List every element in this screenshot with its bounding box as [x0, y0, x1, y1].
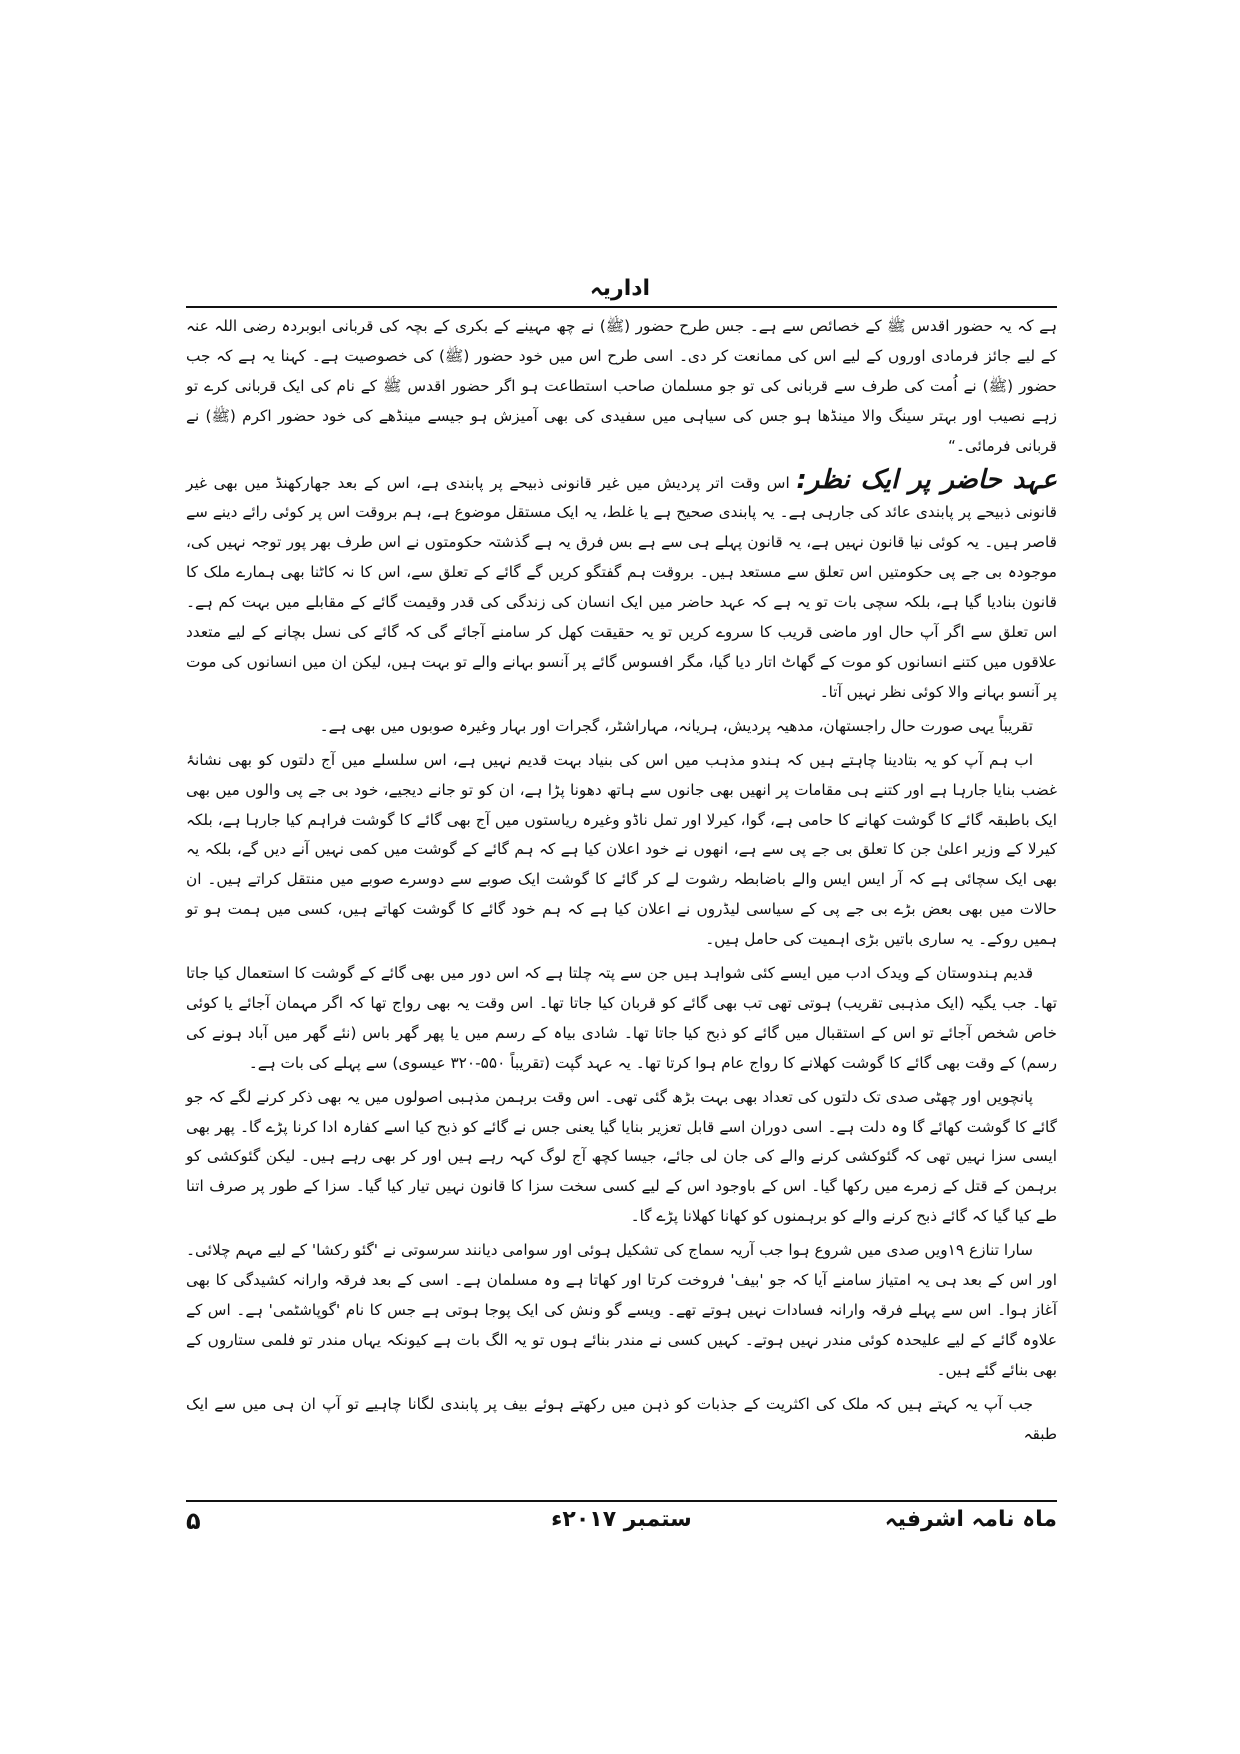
paragraph: قدیم ہندوستان کے ویدک ادب میں ایسے کئی شواہد ہیں جن سے پتہ چلتا ہے کہ اس دور میں بھی گائے کے گوشت کا استعمال کیا جاتا تھا۔ جب یگیہ (ایک مذہبی تقریب) ہوتی تھی تب بھی گائے کو قربان کیا جاتا تھا۔ اس وقت یہ بھی رواج تھا کہ اگر مہمان آجائے یا کوئی خاص شخص آجائے تو اس کے استقبال میں گائے کو ذبح کیا جاتا تھا۔ شادی بیاہ کے رسم میں یا پھر گھر باس (نئے گھر میں آباد ہونے کی رسم) کے وقت بھی گائے کا گوشت کھلانے کا رواج عام ہوا کرتا تھا۔ یہ عہد گپت (تقریباً ۵۵۰-۳۲۰ عیسوی) سے پہلے کی بات ہے۔ — [186, 964, 1057, 1072]
paragraph: پانچویں اور چھٹی صدی تک دلتوں کی تعداد بھی بہت بڑھ گئی تھی۔ اس وقت برہمن مذہبی اصولوں میں یہ بھی ذکر کرنے لگے کہ جو گائے کا گوشت کھائے گا وہ دلت ہے۔ اسی دوران اسے قابل تعزیر بنایا گیا یعنی جس نے گائے کو ذبح کیا اسے کفارہ ادا کرنا پڑے گا۔ پھر بھی ایسی سزا نہیں تھی کہ گئوکشی کرنے والے کی جان لی جائے، جیسا کچھ آج لوگ کہہ رہے ہیں اور کر بھی رہے ہیں۔ لیکن گئوکشی کو برہمن کے قتل کے زمرے میں رکھا گیا۔ اس کے باوجود اس کے لیے کسی سخت سزا کا قانون نہیں تیار کیا گیا۔ سزا کے طور پر صرف اتنا طے کیا گیا کہ گائے ذبح کرنے والے کو برہمنوں کو کھانا کھلانا پڑے گا۔ — [186, 1087, 1057, 1226]
section-text: اس وقت اتر پردیش میں غیر قانونی ذبیحے پر پابندی ہے، اس کے بعد جھارکھنڈ میں بھی غیر قانونی ذبیحے پر پابندی عائد کی جارہی ہے۔ یہ پابندی صحیح ہے یا غلط، یہ ایک مستقل موضوع ہے، ہم بروقت اس پر کوئی رائے دینے سے قاصر ہیں۔ یہ کوئی نیا قانون نہیں ہے، یہ قانون پہلے ہی سے ہے بس فرق یہ ہے گذشتہ حکومتوں نے اس طرف بھر پور توجہ نہیں کی، موجودہ بی جے پی حکومتیں اس تعلق سے مستعد ہیں۔ بروقت ہم گفتگو کریں گے گائے کے تعلق سے، اس کا نہ کاٹنا بھی ہمارے ملک کا قانون بنادیا گیا ہے، بلکہ سچی بات تو یہ ہے کہ عہد حاضر میں ایک انسان کی زندگی کی قدر وقیمت گائے کے مقابلے میں بہت کم ہے۔ اس تعلق سے اگر آپ حال اور ماضی قریب کا سروے کریں تو یہ حقیقت کھل کر سامنے آجائے گی کہ گائے کی نسل بچانے کے لیے متعدد علاقوں میں کتنے انسانوں کو موت کے گھاٹ اتار دیا گیا، مگر افسوس گائے پر آنسو بہانے والے تو بہت ہیں، لیکن ان میں انسانوں کی موت پر آنسو بہانے والا کوئی نظر نہیں آتا۔ — [186, 473, 1057, 701]
article-body — [186, 312, 1057, 1454]
paragraph: سارا تنازع ۱۹ویں صدی میں شروع ہوا جب آریہ سماج کی تشکیل ہوئی اور سوامی دیانند سرسوتی نے 'گئو رکشا' کے لیے مہم چلائی۔ اور اس کے بعد ہی یہ امتیاز سامنے آیا کہ جو 'بیف' فروخت کرتا اور کھاتا ہے وہ مسلمان ہے۔ اسی کے بعد فرقہ وارانہ کشیدگی کا بھی آغاز ہوا۔ اس سے پہلے فرقہ وارانہ فسادات نہیں ہوتے تھے۔ ویسے گو ونش کی ایک پوجا ہوتی ہے جس کا نام 'گوپاشٹمی' ہے۔ اس کے علاوہ گائے کے لیے علیحدہ کوئی مندر نہیں ہوتے۔ کہیں کسی نے مندر بنائے ہوں تو یہ الگ بات ہے کیونکہ یہاں مندر تو فلمی ستاروں کے بھی بنائے گئے ہیں۔ — [186, 1241, 1057, 1379]
page-footer — [186, 1507, 1057, 1547]
paragraph: ہے کہ یہ حضور اقدس ﷺ کے خصائص سے ہے۔ جس طرح حضور (ﷺ) نے چھ مہینے کے بکری کے بچہ کی قربانی ابوبردہ رضی اللہ عنہ کے لیے جائز فرمادی اوروں کے لیے اس کی ممانعت کر دی۔ اسی طرح اس میں خود حضور (ﷺ) کی خصوصیت ہے۔ کہنا یہ ہے کہ جب حضور (ﷺ) نے اُمت کی طرف سے قربانی کی تو جو مسلمان صاحب استطاعت ہو اگر حضور اقدس ﷺ کے نام کی ایک قربانی کرے تو زہے نصیب اور بہتر سینگ والا مینڈھا ہو جس کی سیاہی میں سفیدی کی بھی آمیزش ہو جیسے مینڈھے کی خود حضور اکرم (ﷺ) نے قربانی فرمائی۔“ — [186, 317, 1057, 455]
magazine-name: ماہ نامہ اشرفیہ — [884, 1507, 1057, 1532]
section-heading: عہد حاضر پر ایک نظر: — [796, 464, 1057, 495]
section-paragraph — [186, 466, 1057, 708]
header-rule — [186, 306, 1057, 308]
page-number: ۵ — [186, 1507, 201, 1535]
paragraph: جب آپ یہ کہتے ہیں کہ ملک کی اکثریت کے جذبات کو ذہن میں رکھتے ہوئے بیف پر پابندی لگانا چاہیے تو آپ ان ہی میں سے ایک طبقہ — [186, 1394, 1057, 1443]
page-header-title: اداریہ — [589, 276, 651, 301]
paragraph: اب ہم آپ کو یہ بتادینا چاہتے ہیں کہ ہندو مذہب میں اس کی بنیاد بہت قدیم نہیں ہے، اس سلسلے میں آج دلتوں کو بھی نشانۂ غضب بنایا جارہا ہے اور کتنے ہی مقامات پر انھیں بھی جانوں سے ہاتھ دھونا پڑا ہے، ان کو تو جانے دیجیے، خود بی جے پی والوں میں بھی ایک باطبقہ گائے کا گوشت کھانے کا حامی ہے، گوا، کیرلا اور تمل ناڈو وغیرہ ریاستوں میں آج بھی گائے کا گوشت فراہم کیا جارہا ہے، بلکہ کیرلا کے وزیر اعلیٰ جن کا تعلق بی جے پی سے ہے، انھوں نے خود اعلان کیا ہے کہ ہم گائے کے گوشت میں کمی نہیں آنے دیں گے، بلکہ یہ بھی ایک سچائی ہے کہ آر ایس ایس والے باضابطہ رشوت لے کر گائے کا گوشت ایک صوبے سے دوسرے صوبے میں منتقل کراتے ہیں۔ ان حالات میں بھی بعض بڑے بی جے پی کے سیاسی لیڈروں نے اعلان کیا ہے کہ ہم خود گائے کا گوشت کھاتے ہیں، کسی میں ہمت ہو تو ہمیں روکے۔ یہ ساری باتیں بڑی اہمیت کی حامل ہیں۔ — [186, 750, 1057, 949]
paragraph: تقریباً یہی صورت حال راجستھان، مدھیہ پردیش، ہریانہ، مہاراشٹر، گجرات اور بہار وغیرہ صوبوں میں بھی ہے۔ — [319, 716, 1033, 735]
issue-date: ستمبر ۲۰۱۷ء — [551, 1507, 692, 1532]
footer-rule — [186, 1500, 1057, 1502]
